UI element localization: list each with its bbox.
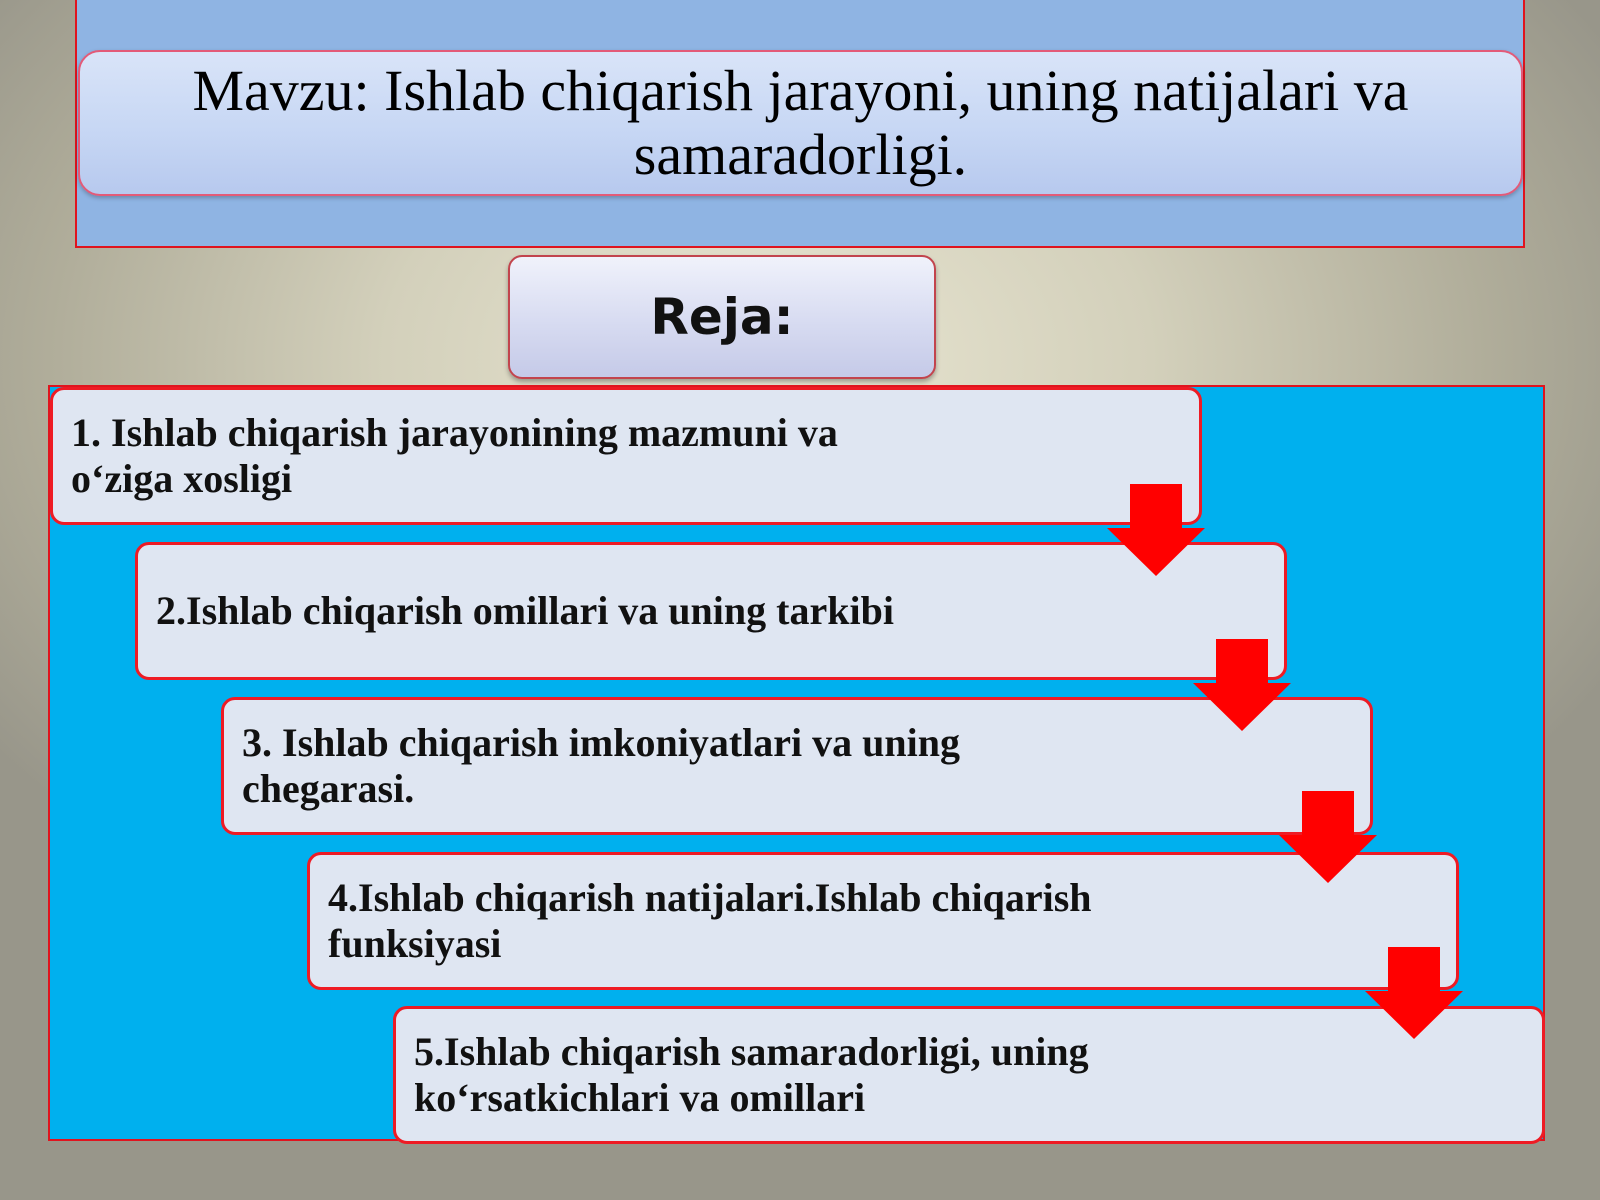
title-box — [78, 50, 1523, 196]
plan-step-label: 2.Ishlab chiqarish omillari va uning tarkibi — [156, 588, 894, 633]
down-arrow-icon — [1279, 791, 1377, 883]
slide-title: Mavzu: Ishlab chiqarish jarayoni, uning natijalari va samaradorligi. — [192, 58, 1409, 187]
down-arrow-icon — [1107, 484, 1205, 576]
plan-step-label: 1. Ishlab chiqarish jarayonining mazmuni va o‘ziga xosligi — [71, 410, 838, 501]
plan-step-label: 3. Ishlab chiqarish imkoniyatlari va uning chegarasi. — [242, 720, 960, 811]
plan-step-1 — [50, 387, 1202, 525]
down-arrow-icon — [1365, 947, 1463, 1039]
plan-step-label: 4.Ishlab chiqarish natijalari.Ishlab chiqarish funksiyasi — [328, 875, 1092, 966]
plan-heading-box — [508, 255, 936, 379]
down-arrow-icon — [1193, 639, 1291, 731]
plan-heading: Reja: — [650, 288, 794, 346]
plan-step-label: 5.Ishlab chiqarish samaradorligi, uning ko‘rsatkichlari va omillari — [414, 1029, 1089, 1120]
